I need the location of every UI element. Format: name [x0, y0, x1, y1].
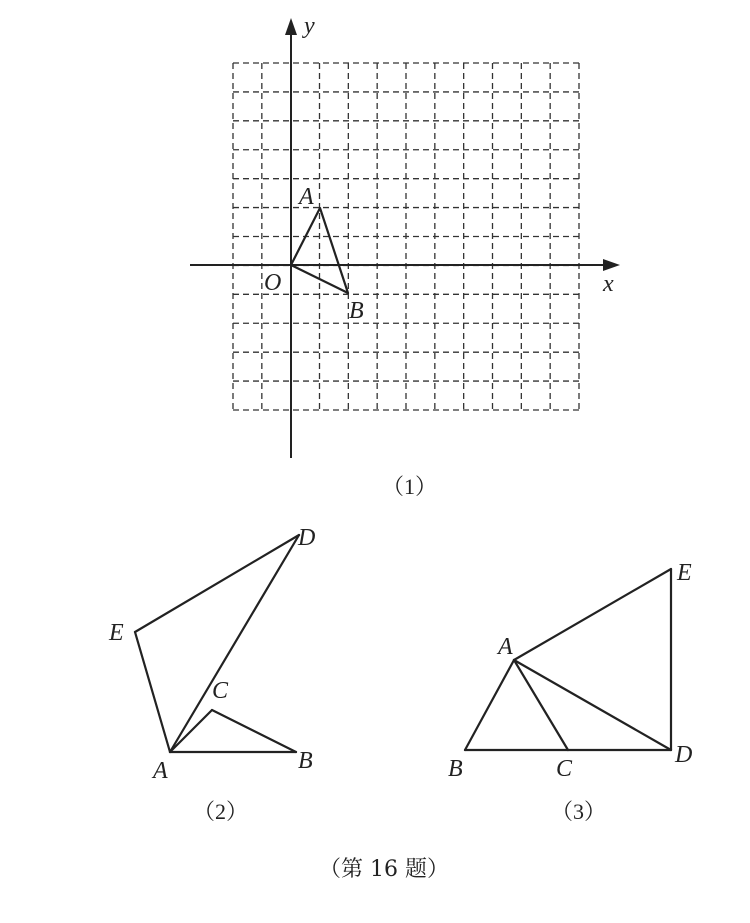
segment-A-D	[514, 660, 671, 750]
segment-E-D	[135, 535, 299, 632]
point-A-label: A	[299, 184, 314, 210]
figure-1	[190, 13, 620, 499]
axis-y-label: y	[304, 13, 315, 39]
fig3-label-C: C	[556, 756, 573, 782]
fig3-label-E: E	[677, 560, 692, 586]
segment-A-D	[170, 535, 299, 752]
figure-3-caption: （3）	[551, 799, 607, 824]
segment-A-C	[514, 660, 568, 750]
segment-A-E	[514, 569, 671, 660]
x-axis-arrow	[603, 259, 620, 271]
fig3-label-B: B	[448, 756, 463, 782]
axis-x-label: x	[603, 271, 614, 297]
dashed-grid	[233, 63, 579, 410]
figure-2-caption: （2）	[193, 799, 249, 824]
fig3-label-D: D	[675, 742, 693, 768]
figure-3	[448, 560, 692, 824]
fig2-label-C: C	[212, 678, 229, 704]
figure-2	[108, 525, 315, 824]
problem-caption: （第 16 题）	[319, 857, 449, 882]
fig3-label-A: A	[498, 634, 513, 660]
fig2-label-E: E	[109, 620, 124, 646]
y-axis-arrow	[285, 18, 297, 35]
fig2-label-A: A	[153, 758, 168, 784]
origin-label: O	[264, 270, 282, 296]
segment-A-B	[465, 660, 514, 750]
fig2-label-B: B	[298, 748, 313, 774]
segment-E-A	[135, 632, 170, 752]
figure-1-caption: （1）	[382, 474, 438, 499]
point-B-label: B	[349, 298, 364, 324]
segment-C-B	[212, 710, 296, 752]
fig2-label-D: D	[298, 525, 316, 551]
triangle-OAB	[291, 208, 348, 293]
